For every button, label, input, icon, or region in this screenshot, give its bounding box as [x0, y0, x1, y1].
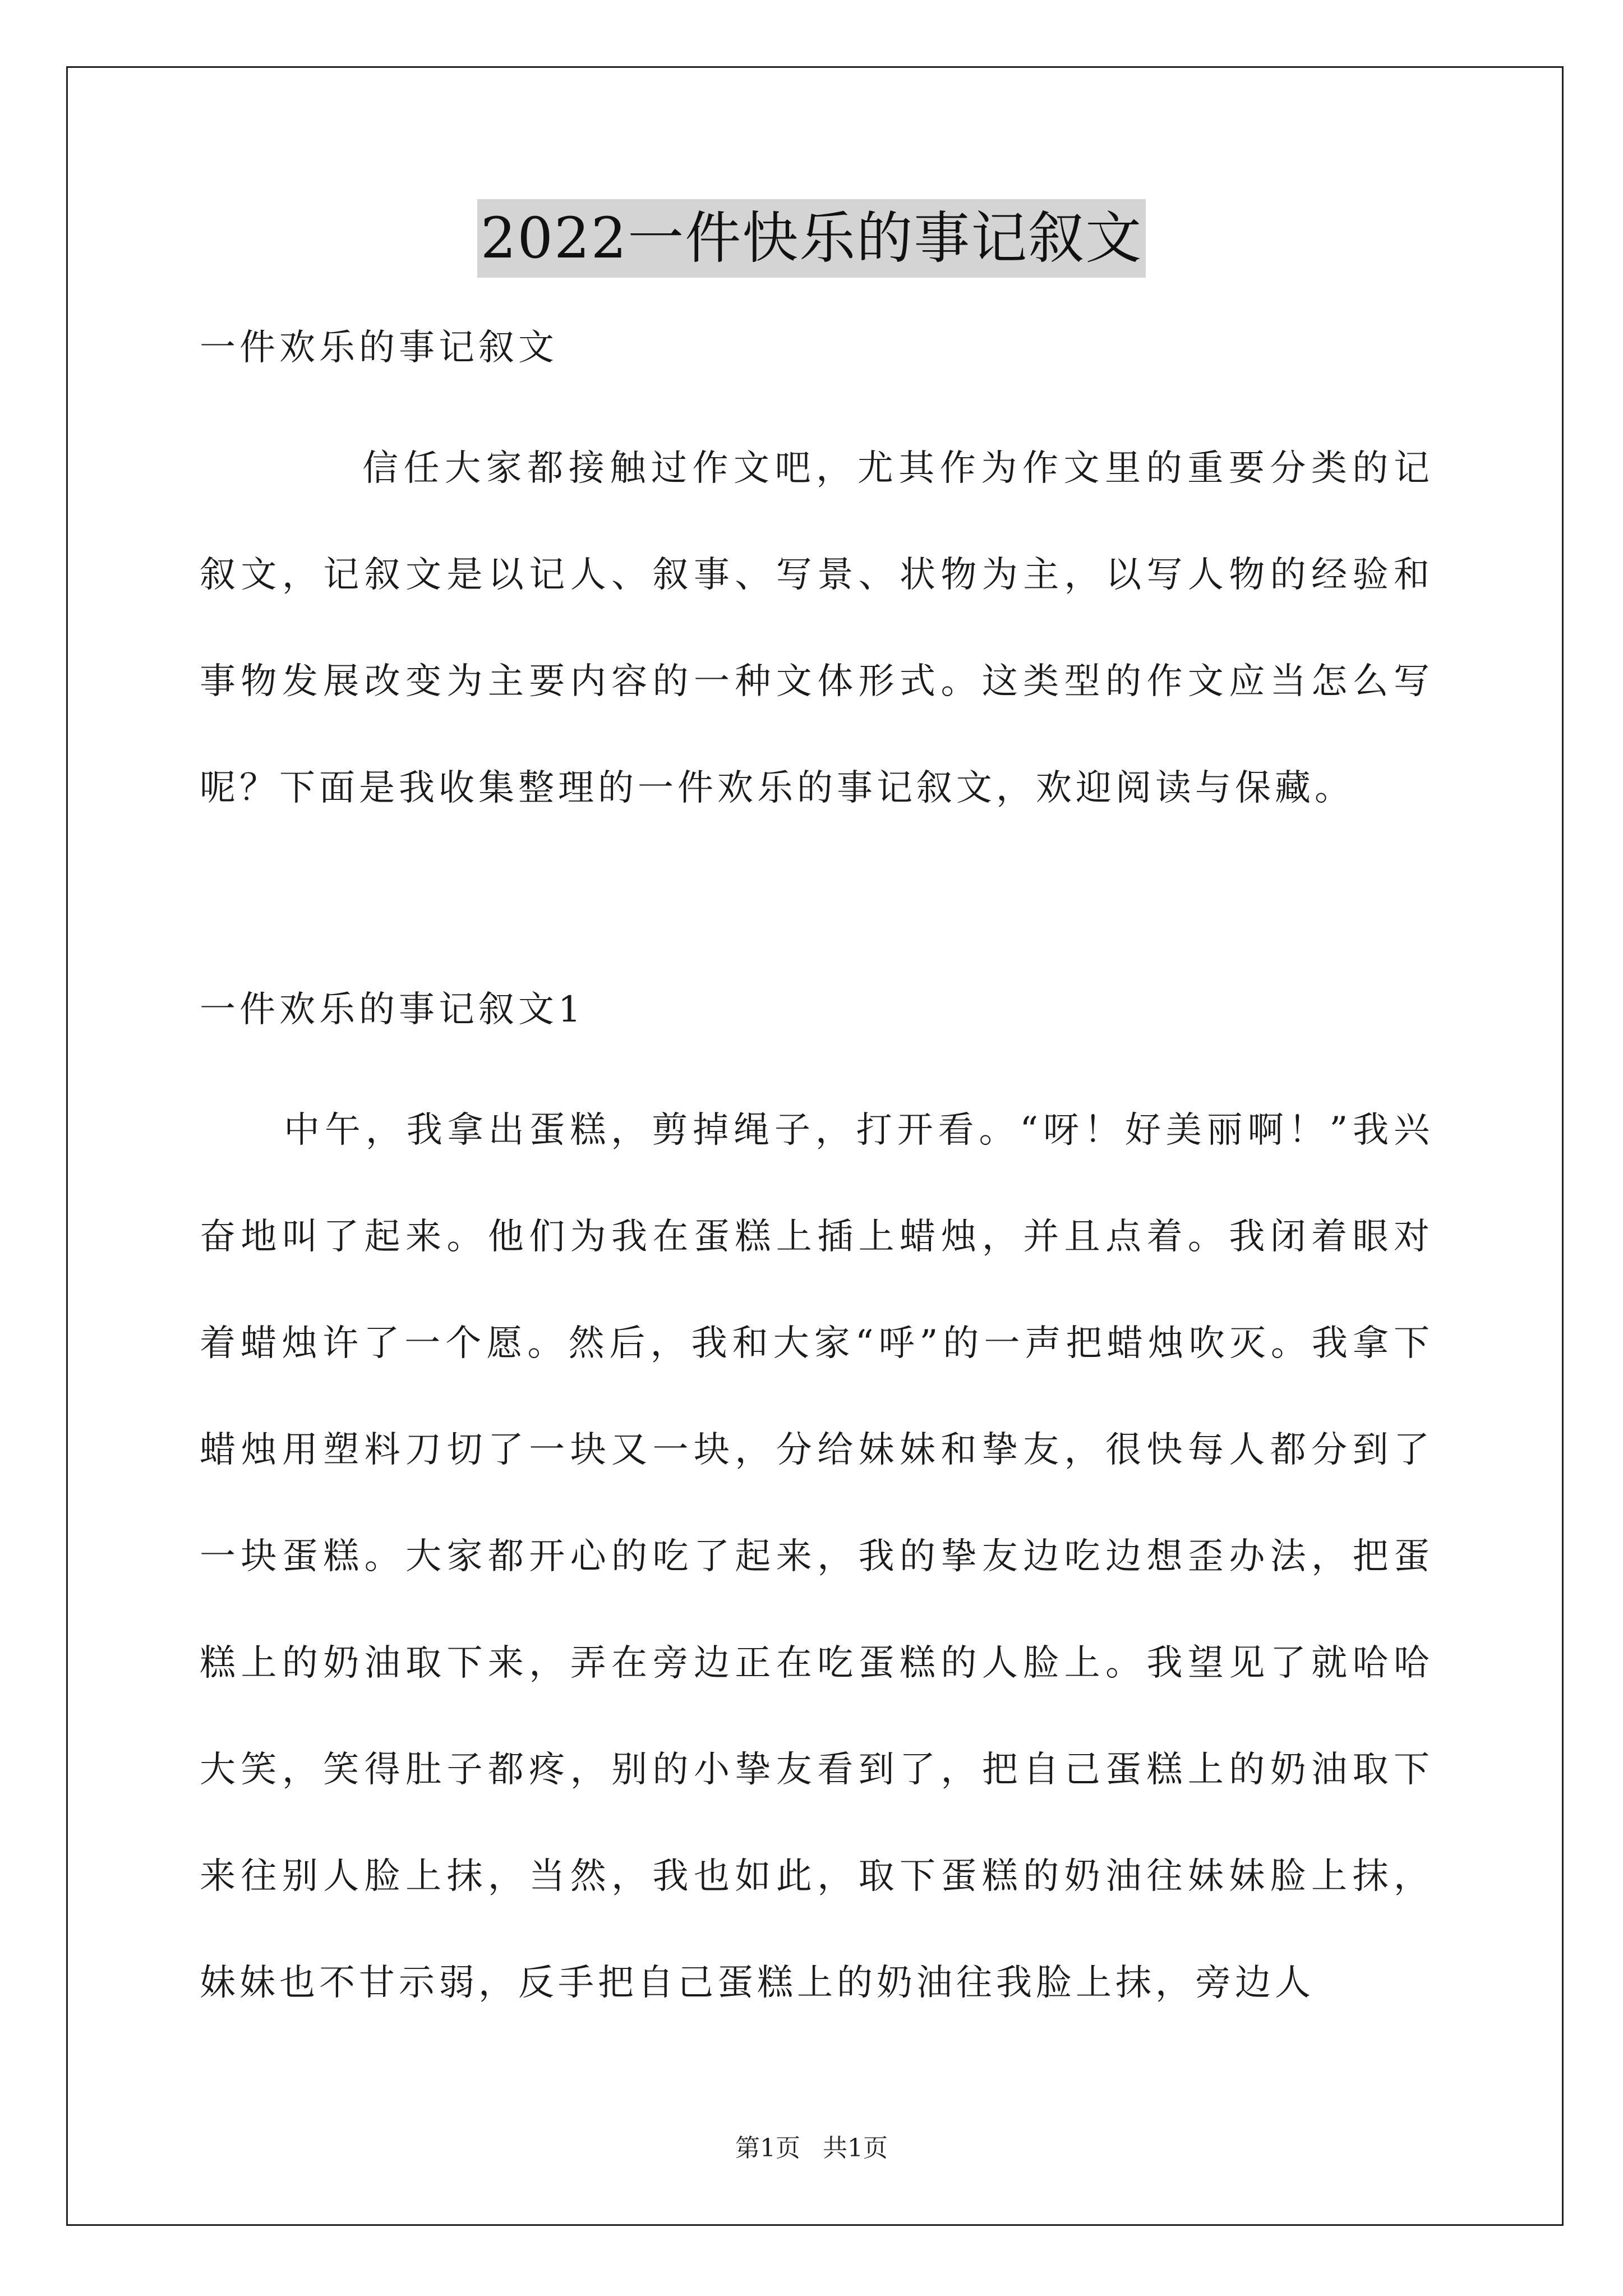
story-paragraph: 中午，我拿出蛋糕，剪掉绳子，打开看。“呀！好美丽啊！”我兴奋地叫了起来。他们为我在蛋糕上插上蜡烛，并且点着。我闭着眼对着蜡烛许了一个愿。然后，我和大家“呼”的一声把蜡烛吹灭。我拿下蜡烛用塑料刀切了一块又一块，分给妹妹和挚友，很快每人都分到了一块蛋糕。大家都开心的吃了起来，我的挚友边吃边想歪办法，把蛋糕上的奶油取下来，弄在旁边正在吃蛋糕的人脸上。我望见了就哈哈大笑，笑得肚子都疼，别的小挚友看到了，把自己蛋糕上的奶油取下来往别人脸上抹，当然，我也如此，取下蛋糕的奶油往妹妹脸上抹，妹妹也不甘示弱，反手把自己蛋糕上的奶油往我脸上抹，旁边人 — [200, 1110, 1433, 2004]
section-heading-1: 一件欢乐的事记叙文1 — [200, 989, 585, 1030]
page-number: 第1页 — [735, 2134, 800, 2162]
document-body — [200, 314, 1433, 2036]
section-gap — [200, 841, 1433, 976]
document-title: 2022一件快乐的事记叙文 — [477, 199, 1146, 278]
page-total: 共1页 — [823, 2134, 888, 2162]
page-footer — [0, 2132, 1623, 2165]
section-heading: 一件欢乐的事记叙文 — [200, 327, 558, 369]
intro-paragraph: 信任大家都接触过作文吧，尤其作为作文里的重要分类的记叙文，记叙文是以记人、叙事、写景、状物为主，以写人物的经验和事物发展改变为主要内容的一种文体形式。这类型的作文应当怎么写呢？下面是我收集整理的一件欢乐的事记叙文，欢迎阅读与保藏。 — [200, 448, 1433, 809]
title-container — [0, 199, 1623, 278]
